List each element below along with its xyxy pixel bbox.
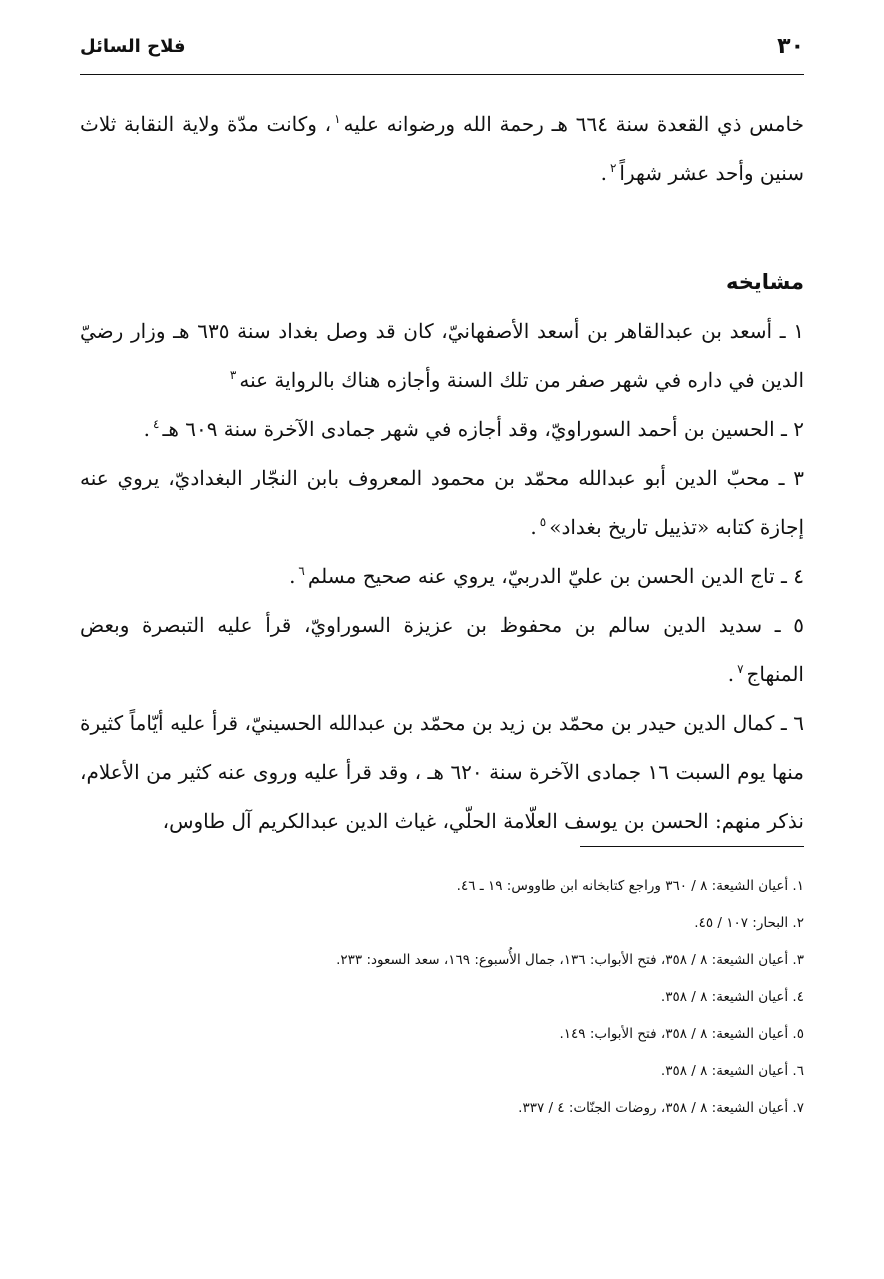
footnote: ٢. البحار: ١٠٧ / ٤٥. [694, 915, 804, 931]
item-tail: . [727, 662, 735, 686]
footnote-ref: ٣ [229, 368, 237, 383]
footnote: ١. أعيان الشيعة: ٨ / ٣٦٠ وراجع كتابخانه ابن طاووس: ١٩ ـ ٤٦. [456, 878, 804, 894]
teacher-item [80, 405, 804, 454]
footnote: ٦. أعيان الشيعة: ٨ / ٣٥٨. [660, 1063, 804, 1079]
paragraph-text: خامس ذي القعدة سنة ٦٦٤ هـ رحمة الله ورضوانه عليه [343, 112, 804, 136]
section-heading: مشايخه [725, 270, 804, 294]
item-tail: . [143, 417, 150, 441]
item-text: ١ ـ أسعد بن عبدالقاهر بن أسعد الأصفهانيّ، كان قد وصل بغداد سنة ٦٣٥ هـ وزار رضيّ الدين في داره في شهر صفر من تلك السنة وأجازه هناك بالرواية عنه [80, 319, 804, 392]
footnote-ref: ١ [334, 112, 341, 127]
item-text: ٦ ـ كمال الدين حيدر بن محمّد بن زيد بن محمّد بن عبدالله الحسينيّ، قرأ عليه أيّاماً كثيرة منها يوم السبت ١٦ جمادى الآخرة سنة ٦٢٠ هـ ، وقد قرأ عليه وروى عنه كثير من الأعلام، نذكر منهم: الحسن بن يوسف العلّامة الحلّي، غياث الدين عبدالكريم آل طاوس، [80, 711, 804, 833]
paragraph-text: . [600, 161, 607, 185]
main-text [80, 100, 804, 846]
footnote-ref: ٦ [298, 564, 305, 579]
item-text: ٢ ـ الحسين بن أحمد السوراويّ، وقد أجازه في شهر جمادى الآخرة سنة ٦٠٩ هـ [162, 417, 804, 441]
footnote-ref: ٥ [539, 515, 547, 530]
teacher-item [80, 454, 804, 552]
footnote: ٧. أعيان الشيعة: ٨ / ٣٥٨، روضات الجنّات: ٤ / ٣٣٧. [518, 1100, 804, 1116]
opening-paragraph [80, 100, 804, 198]
item-tail: . [530, 515, 537, 539]
footnote-ref: ٧ [737, 662, 744, 677]
teacher-item [80, 552, 804, 601]
footnote-separator [580, 846, 804, 847]
footnote: ٥. أعيان الشيعة: ٨ / ٣٥٨، فتح الأبواب: ١٤٩. [559, 1026, 804, 1042]
item-text: ٥ ـ سديد الدين سالم بن محفوظ بن عزيزة السوراويّ، قرأ عليه التبصرة وبعض المنهاج [80, 613, 804, 686]
page-number: ٣٠ [777, 34, 804, 59]
teacher-item [80, 307, 804, 405]
running-title: فلاح السائل [80, 36, 186, 57]
teacher-item [80, 699, 804, 846]
teacher-item [80, 601, 804, 699]
item-tail: . [289, 564, 296, 588]
footnote: ٣. أعيان الشيعة: ٨ / ٣٥٨، فتح الأبواب: ١٣٦، جمال الأُسبوع: ١٦٩، سعد السعود: ٢٣٣. [336, 952, 804, 968]
item-text: ٤ ـ تاج الدين الحسن بن عليّ الدربيّ، يروي عنه صحيح مسلم [307, 564, 804, 588]
running-header [80, 34, 804, 72]
footnotes [80, 868, 804, 1127]
footnote-ref: ٢ [609, 161, 617, 176]
header-rule [80, 74, 804, 75]
paragraph-text: ، وكانت مدّة ولاية النقابة ثلاث سنين وأحد عشر شهراً [80, 112, 804, 185]
footnote-ref: ٤ [153, 417, 160, 432]
item-text: ٣ ـ محبّ الدين أبو عبدالله محمّد بن محمود المعروف بابن النجّار البغداديّ، يروي عنه إجازة كتابه «تذييل تاريخ بغداد» [80, 466, 804, 539]
footnote: ٤. أعيان الشيعة: ٨ / ٣٥٨. [660, 989, 804, 1005]
